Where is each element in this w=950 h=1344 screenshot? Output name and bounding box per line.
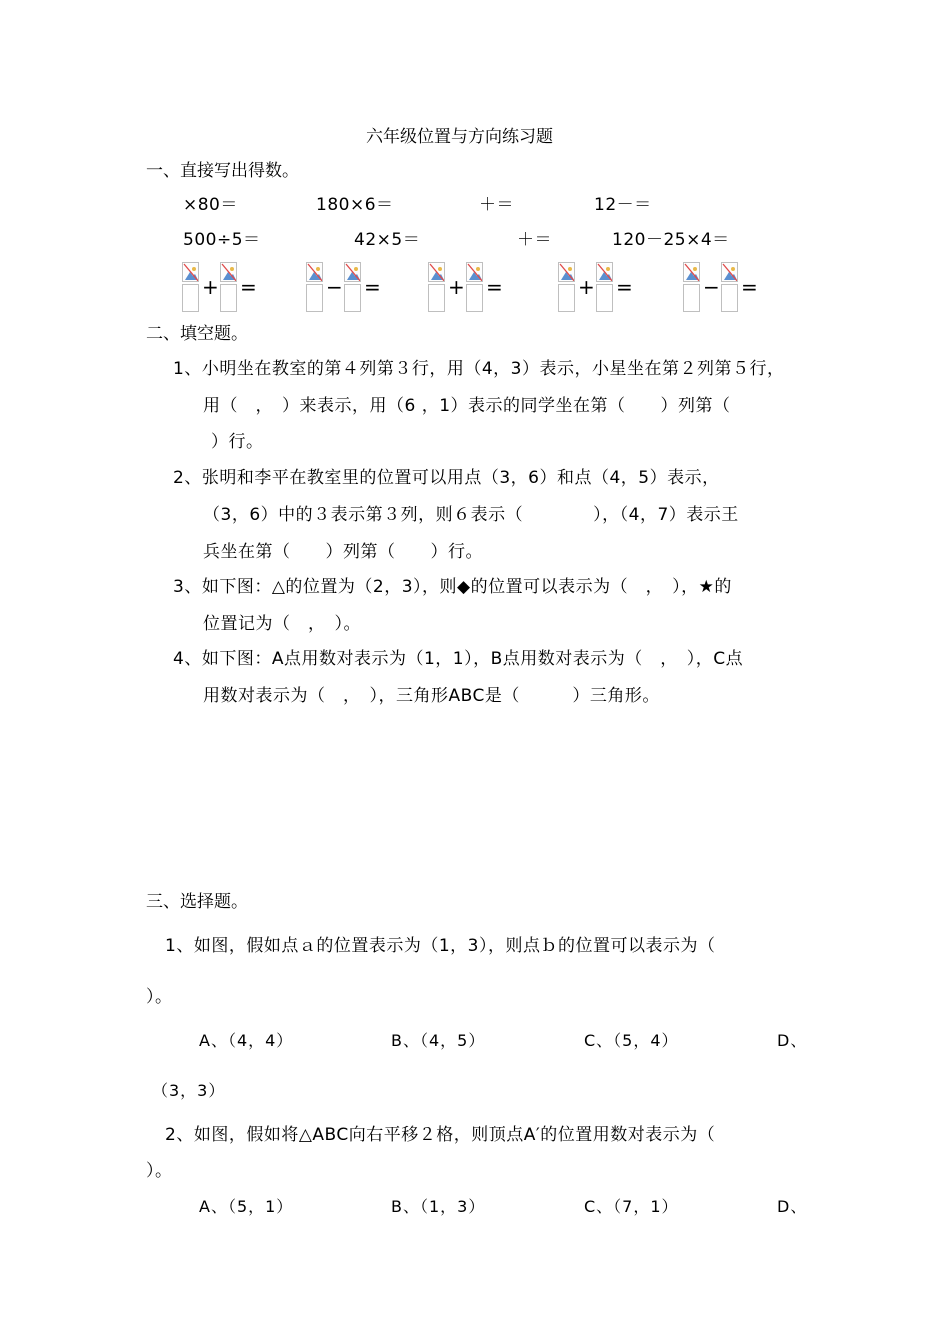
question-text: 4、如下图：A点用数对表示为（1，1），B点用数对表示为（ ， ），C点 [173,649,744,669]
question-text: 3、如下图：△的位置为（2，3），则◆的位置可以表示为（ ， ），★的 [173,577,732,597]
question-text: ）。 [146,987,173,1007]
section-3-heading: 三、选择题。 [146,892,248,912]
option-b: B、（1，3） [391,1197,486,1216]
broken-image-icon [558,262,575,312]
operator-sign: + [202,275,219,299]
option-a: A、（5，1） [199,1197,294,1216]
question-text: （3，6）中的３表示第３列，则６表示（ ），（4，7）表示王 [203,505,739,525]
equals-sign: = [616,275,633,299]
question-text: 用（ ， ）来表示，用（6 ，1）表示的同学坐在第（ ）列第（ [203,396,731,416]
operator-sign: + [448,275,465,299]
calc-item: 42×5＝ [354,230,421,250]
question-text: 2、张明和李平在教室里的位置可以用点（3，6）和点（4，5）表示， [173,468,720,488]
calc-item: ＋＝ [517,230,552,250]
equals-sign: = [741,275,758,299]
question-text: ）。 [146,1161,173,1181]
calc-item: 180×6＝ [316,195,394,215]
broken-image-icon [683,262,700,312]
option-c: C、（5，4） [584,1031,679,1050]
broken-image-icon [721,262,738,312]
question-text: 兵坐在第（ ）列第（ ）行。 [203,542,483,562]
equals-sign: = [364,275,381,299]
option-b: B、（4，5） [391,1031,486,1050]
question-text: 2、如图，假如将△ABC向右平移２格，则顶点A′的位置用数对表示为（ [165,1125,716,1145]
option-a: A、（4，4） [199,1031,294,1050]
operator-sign: + [578,275,595,299]
calc-item: 12－＝ [594,195,652,215]
broken-image-icon [306,262,323,312]
question-text: 位置记为（ ， ）。 [203,614,361,634]
operator-sign: − [703,275,720,299]
question-text: 1、小明坐在教室的第４列第３行，用（4，3）表示，小星坐在第２列第５行， [173,359,785,379]
broken-image-icon [344,262,361,312]
option-d: D、 [777,1031,808,1050]
equals-sign: = [486,275,503,299]
calc-item: 500÷5＝ [183,230,261,250]
section-2-heading: 二、填空题。 [146,324,248,344]
broken-image-icon [466,262,483,312]
calc-item: ×80＝ [183,195,238,215]
calc-item: ＋＝ [479,195,514,215]
section-1-heading: 一、直接写出得数。 [146,161,299,181]
page-title: 六年级位置与方向练习题 [366,127,553,147]
calc-item: 120－25×4＝ [612,230,730,250]
operator-sign: − [326,275,343,299]
option-c: C、（7，1） [584,1197,679,1216]
question-text: ）行。 [211,432,264,452]
question-text: 1、如图，假如点ａ的位置表示为（1，3），则点ｂ的位置可以表示为（ [165,936,716,956]
broken-image-icon [596,262,613,312]
broken-image-icon [220,262,237,312]
option-d-value: （3，3） [152,1081,226,1100]
broken-image-icon [428,262,445,312]
broken-image-icon [182,262,199,312]
equals-sign: = [240,275,257,299]
question-text: 用数对表示为（ ， ），三角形ABC是（ ）三角形。 [203,686,660,706]
option-d: D、 [777,1197,808,1216]
